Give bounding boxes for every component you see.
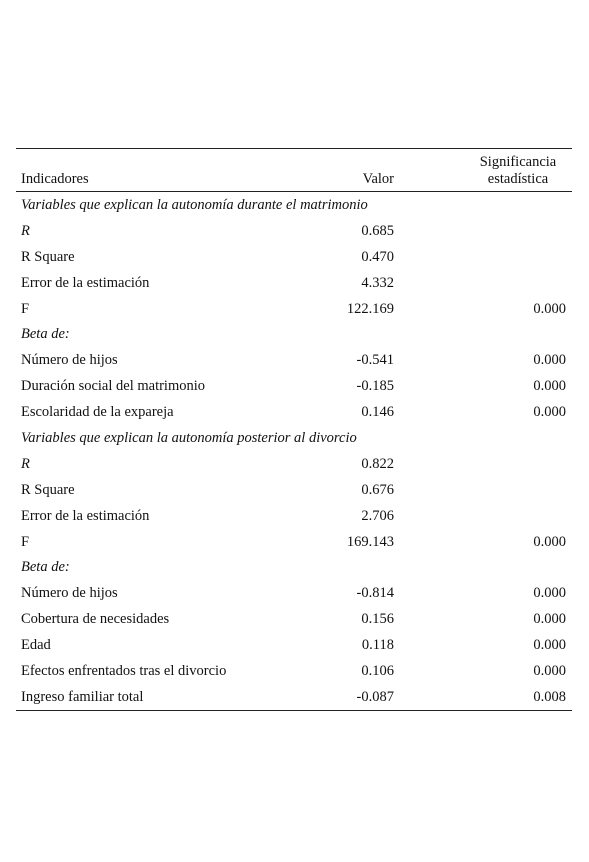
table-row <box>16 451 572 477</box>
row-valor: 0.470 <box>361 248 394 265</box>
row-label: F <box>21 533 30 550</box>
table-row <box>16 347 572 373</box>
row-label: Error de la estimación <box>21 507 150 524</box>
row-label: R Square <box>21 248 75 265</box>
row-label: Edad <box>21 637 51 654</box>
row-label: Error de la estimación <box>21 274 150 291</box>
table-row <box>16 503 572 529</box>
table-row <box>16 606 572 632</box>
row-label: Efectos enfrentados tras el divorcio <box>21 663 227 680</box>
header-indicadores: Indicadores <box>21 171 89 187</box>
table-row <box>16 580 572 606</box>
row-valor: 0.156 <box>361 611 394 628</box>
table-row <box>16 632 572 658</box>
row-valor: -0.541 <box>356 352 394 369</box>
row-significancia: 0.000 <box>533 585 566 602</box>
row-significancia: 0.000 <box>533 533 566 550</box>
table-body <box>16 192 572 710</box>
row-significancia: 0.000 <box>533 611 566 628</box>
row-label: Ingreso familiar total <box>21 688 144 705</box>
row-label: R <box>21 222 30 239</box>
row-valor: 4.332 <box>361 274 394 291</box>
row-significancia: 0.000 <box>533 637 566 654</box>
table-row <box>16 477 572 503</box>
row-label: Escolaridad de la expareja <box>21 404 174 421</box>
section-heading-row <box>16 425 572 451</box>
table-row <box>16 658 572 684</box>
table-row <box>16 684 572 710</box>
row-significancia: 0.000 <box>533 378 566 395</box>
row-valor: 122.169 <box>346 300 394 317</box>
row-label: Número de hijos <box>21 352 118 369</box>
row-valor: 0.118 <box>361 637 394 654</box>
row-valor: 2.706 <box>361 507 394 524</box>
row-label: Beta de: <box>21 326 70 343</box>
row-label: Número de hijos <box>21 585 118 602</box>
row-label: R Square <box>21 481 75 498</box>
header-valor: Valor <box>362 171 394 187</box>
table-row <box>16 218 572 244</box>
row-significancia: 0.000 <box>533 663 566 680</box>
table-row <box>16 399 572 425</box>
row-label: Beta de: <box>21 559 70 576</box>
row-significancia: 0.008 <box>533 688 566 705</box>
header-significancia-line2: estadística <box>487 171 549 187</box>
table-row <box>16 554 572 580</box>
table-header <box>16 149 572 191</box>
row-valor: -0.814 <box>356 585 394 602</box>
table-row <box>16 373 572 399</box>
table-row <box>16 321 572 347</box>
table-row <box>16 244 572 270</box>
row-valor: 0.106 <box>361 663 394 680</box>
row-significancia: 0.000 <box>533 404 566 421</box>
table-bottom-rule <box>16 710 572 711</box>
row-label: Cobertura de necesidades <box>21 611 170 628</box>
row-valor: -0.185 <box>356 378 394 395</box>
header-significancia-line1: Significancia <box>479 154 557 170</box>
row-label: F <box>21 300 30 317</box>
table-row <box>16 529 572 555</box>
row-significancia: 0.000 <box>533 300 566 317</box>
section-heading-row <box>16 192 572 218</box>
row-label: Variables que explican la autonomía posterior al divorcio <box>21 430 357 447</box>
header-significancia <box>468 154 568 188</box>
regression-table <box>16 148 572 711</box>
table-row <box>16 270 572 296</box>
row-valor: 0.146 <box>361 404 394 421</box>
row-label: R <box>21 455 30 472</box>
row-valor: 0.822 <box>361 455 394 472</box>
row-valor: -0.087 <box>356 688 394 705</box>
row-valor: 169.143 <box>346 533 394 550</box>
row-significancia: 0.000 <box>533 352 566 369</box>
row-label: Duración social del matrimonio <box>21 378 206 395</box>
row-valor: 0.685 <box>361 222 394 239</box>
table-row <box>16 296 572 322</box>
row-valor: 0.676 <box>361 481 394 498</box>
row-label: Variables que explican la autonomía durante el matrimonio <box>21 197 368 213</box>
